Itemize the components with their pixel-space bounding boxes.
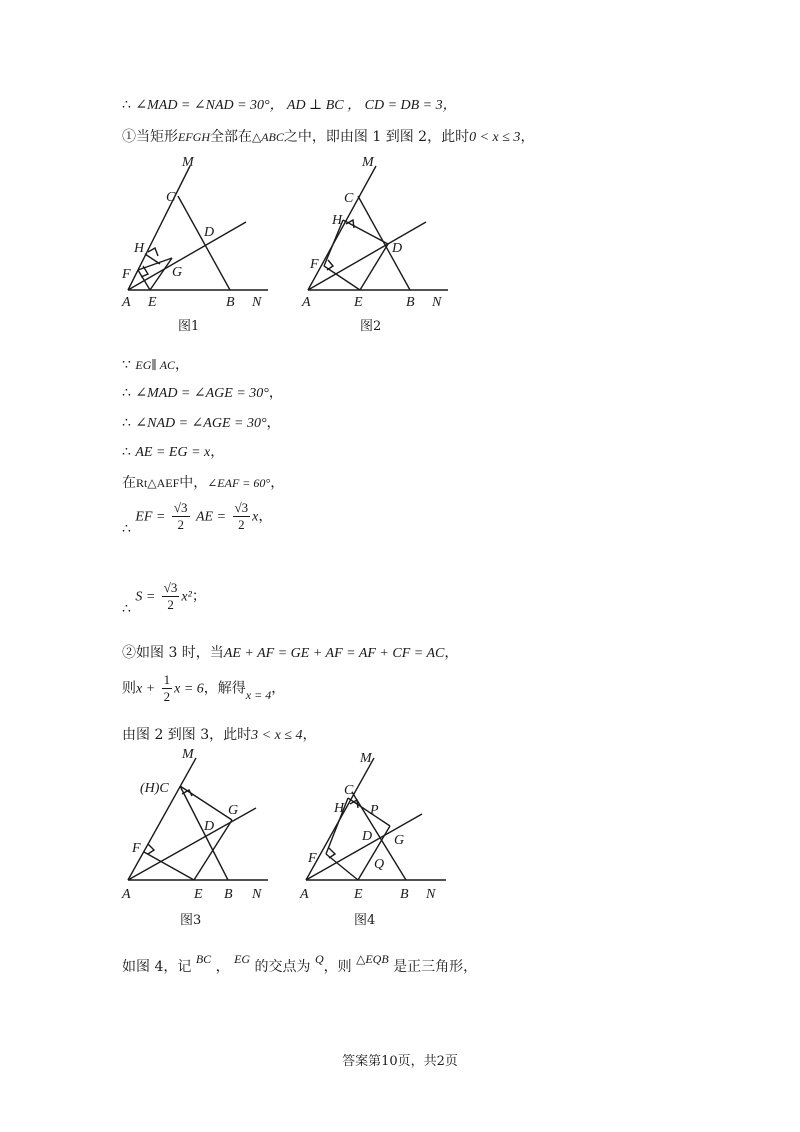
line-2	[122, 128, 534, 147]
label-F: F	[132, 841, 141, 856]
fraction	[233, 500, 251, 533]
text-span: ，则	[323, 959, 352, 975]
label-M: M	[362, 155, 374, 170]
text-span: ，解得	[203, 680, 246, 697]
page-footer: 答案第10页，共2页	[342, 1054, 458, 1069]
math-expression: EF =	[135, 509, 166, 525]
fraction-denominator: 2	[167, 597, 174, 612]
line-3	[122, 356, 189, 374]
figure-4	[296, 744, 466, 940]
math-range: 0 < x ≤ 3	[469, 130, 521, 145]
math-triangle-name: Rt△AEF	[136, 476, 180, 490]
label-F: F	[122, 267, 131, 282]
label-B: B	[224, 887, 233, 902]
text-span: ，	[258, 508, 273, 525]
math-expression: x²	[181, 589, 192, 605]
line-1	[122, 96, 457, 115]
label-N: N	[252, 887, 262, 902]
label-C: C	[166, 190, 176, 205]
label-F: F	[308, 851, 317, 866]
math-expression: ∠MAD = ∠NAD = 30°， AD ⊥ BC ， CD = DB = 3，	[135, 98, 457, 113]
math-segment: EG	[234, 952, 251, 966]
label-C: C	[344, 783, 354, 798]
fraction-denominator: 2	[163, 689, 171, 704]
math-expression: x = 4	[245, 687, 272, 702]
text-span: ，	[266, 415, 281, 431]
math-expression: x = 6	[174, 681, 204, 697]
figure-caption: 图2	[360, 319, 382, 334]
line-10	[122, 644, 458, 663]
label-A: A	[122, 295, 131, 310]
figure-2	[298, 148, 458, 338]
label-G: G	[172, 265, 183, 280]
label-P: P	[370, 803, 379, 818]
label-B: B	[400, 887, 409, 902]
text-span: ，	[444, 645, 459, 661]
label-B: B	[226, 295, 235, 310]
math-expression: AE + AF = GE + AF = AF + CF = AC	[223, 646, 445, 661]
fraction	[162, 580, 180, 613]
label-G: G	[394, 833, 405, 848]
figure-1	[118, 148, 278, 338]
label-D: D	[362, 829, 373, 844]
line-9	[122, 580, 206, 624]
line-12	[122, 726, 317, 745]
label-G: G	[228, 803, 239, 818]
math-range: 3 < x ≤ 4	[251, 728, 303, 743]
math-expression: EG∥ AC	[135, 358, 176, 372]
text-span: 由图 2 到图 3，此时	[122, 727, 252, 743]
text-span: 之中，即由图 1 到图 2，此时	[283, 129, 470, 145]
label-A: A	[122, 887, 131, 902]
therefore-symbol: ∴	[122, 520, 131, 537]
label-Q: Q	[374, 857, 385, 872]
text-span: ，	[302, 727, 317, 743]
text-span: ②如图 3 时，当	[122, 645, 224, 661]
label-E: E	[354, 887, 363, 902]
line-13	[122, 952, 478, 976]
therefore-symbol: ∴	[122, 97, 131, 113]
line-7	[122, 474, 284, 492]
fraction-denominator: 2	[238, 517, 245, 532]
fraction-numerator: √3	[173, 500, 188, 515]
text-span: ，	[268, 385, 283, 401]
fraction-denominator: 2	[177, 517, 184, 532]
label-E: E	[194, 887, 203, 902]
label-A: A	[302, 295, 311, 310]
math-rect-name: EFGH	[178, 130, 210, 144]
math-expression: ∠MAD = ∠AGE = 30°	[135, 386, 269, 401]
fraction	[172, 500, 190, 533]
math-triangle-name: △EQB	[356, 952, 389, 966]
text-span: ，	[215, 959, 230, 975]
line-4	[122, 384, 283, 403]
text-span: 全部在	[210, 129, 252, 145]
math-variable: x	[252, 509, 259, 525]
fraction-numerator: 1	[163, 672, 171, 687]
line-5	[122, 414, 281, 433]
label-N: N	[252, 295, 262, 310]
math-expression: ∠NAD = ∠AGE = 30°	[135, 416, 267, 431]
label-H: H	[332, 213, 343, 228]
label-D: D	[204, 819, 215, 834]
text-span: 如图 4，记	[122, 959, 192, 975]
label-M: M	[182, 747, 194, 762]
text-span: ①当矩形	[122, 129, 178, 145]
label-F: F	[310, 257, 319, 272]
math-expression: AE =	[195, 509, 227, 525]
therefore-symbol: ∴	[122, 600, 131, 617]
label-B: B	[406, 295, 415, 310]
label-H-C: (H)C	[140, 781, 169, 796]
math-expression: AE = EG = x	[135, 445, 211, 460]
line-8	[122, 500, 272, 544]
fraction	[162, 672, 173, 705]
text-span: ，	[210, 444, 225, 460]
therefore-symbol: ∴	[122, 444, 131, 460]
text-span: 的交点为	[254, 959, 311, 975]
text-span: ，	[270, 475, 285, 491]
label-H: H	[134, 241, 145, 256]
figure-caption: 图1	[178, 319, 200, 334]
math-point: Q	[314, 952, 324, 966]
figure-caption: 图3	[180, 913, 202, 928]
label-D: D	[204, 225, 215, 240]
therefore-symbol: ∴	[122, 385, 131, 401]
label-N: N	[426, 887, 436, 902]
line-6	[122, 443, 224, 462]
figure-3	[118, 744, 288, 940]
math-angle: ∠EAF = 60°	[207, 476, 271, 490]
label-E: E	[148, 295, 157, 310]
label-M: M	[182, 155, 194, 170]
label-M: M	[360, 751, 372, 766]
math-triangle-name: △ABC	[252, 130, 284, 144]
math-expression: x +	[136, 681, 156, 697]
label-E: E	[354, 295, 363, 310]
label-H: H	[334, 801, 345, 816]
label-A: A	[300, 887, 309, 902]
fraction-numerator: √3	[234, 500, 249, 515]
text-span: ，	[520, 129, 535, 145]
text-span: 在	[122, 475, 136, 491]
fraction-numerator: √3	[163, 580, 178, 595]
text-span: 是正三角形，	[393, 959, 478, 975]
because-symbol: ∵	[122, 357, 131, 373]
text-span: ，	[271, 680, 286, 697]
label-N: N	[432, 295, 442, 310]
text-span: ，	[175, 357, 190, 373]
figure-caption: 图4	[354, 913, 376, 928]
label-D: D	[392, 241, 403, 256]
therefore-symbol: ∴	[122, 415, 131, 431]
line-11	[122, 672, 285, 716]
label-C: C	[344, 191, 354, 206]
math-expression: S =	[135, 589, 156, 605]
text-span: ；	[191, 588, 206, 605]
math-segment: BC	[195, 952, 212, 966]
text-span: 中，	[179, 475, 208, 491]
text-span: 则	[122, 680, 136, 697]
